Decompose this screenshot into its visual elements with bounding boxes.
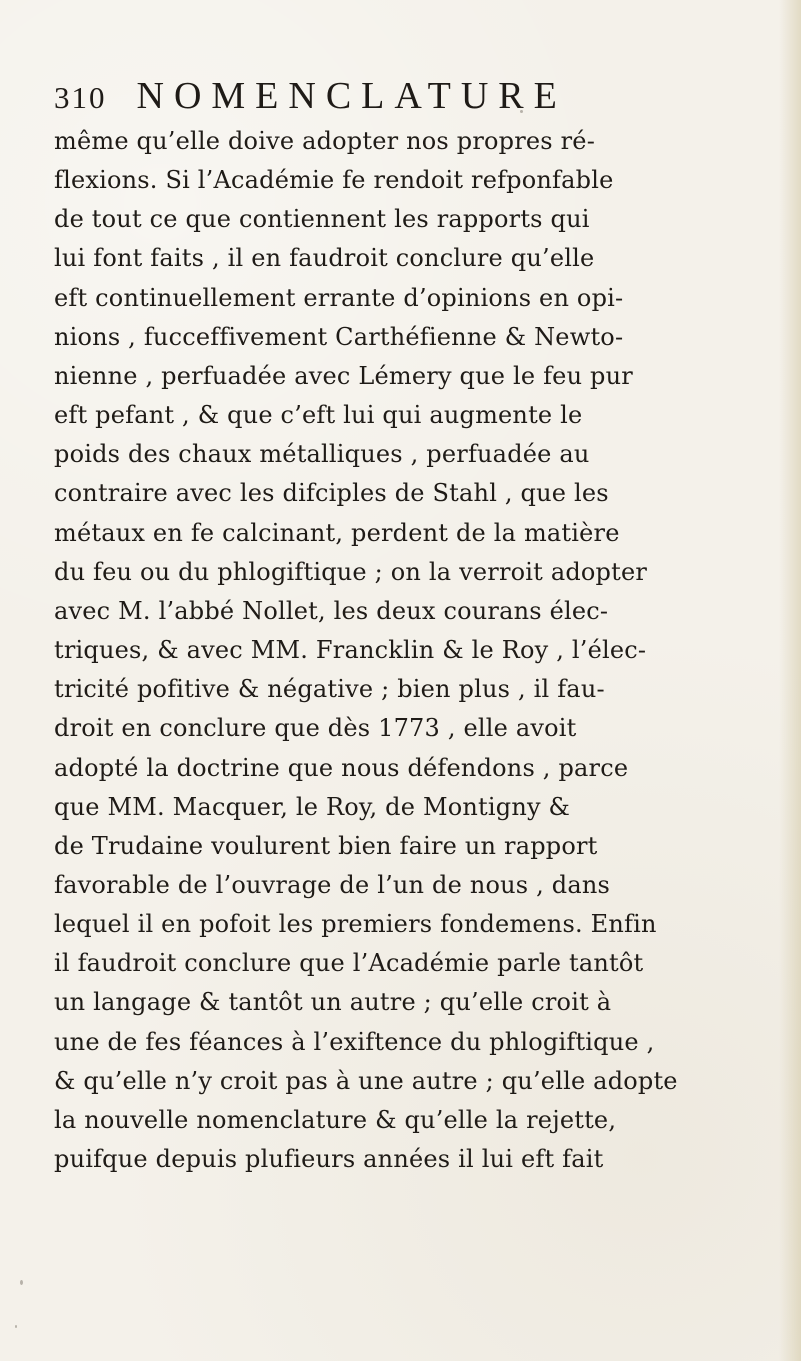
- body-text: [54, 122, 766, 1179]
- text-line-22: il faudroit conclure que l’Académie parle tantôt: [54, 949, 644, 978]
- page-header: [54, 74, 567, 118]
- text-line-9: poids des chaux métalliques , perfuadée au: [54, 440, 590, 469]
- text-line-3: de tout ce que contiennent les rapports qui: [54, 205, 590, 234]
- text-line-6: nions , fucceffivement Carthéfienne & Newto-: [54, 322, 624, 351]
- text-line-21: lequel il en pofoit les premiers fondemens. Enfin: [54, 910, 657, 939]
- text-line-13: avec M. l’abbé Nollet, les deux courans élec-: [54, 596, 609, 625]
- paper-speck: [520, 110, 523, 113]
- text-line-4: lui font faits , il en faudroit conclure qu’elle: [54, 244, 595, 273]
- page-number: 310: [54, 80, 107, 115]
- text-line-20: favorable de l’ouvrage de l’un de nous , dans: [54, 870, 611, 899]
- text-line-15: tricité pofitive & négative ; bien plus , il fau-: [54, 675, 605, 704]
- text-line-10: contraire avec les difciples de Stahl , que les: [54, 479, 609, 508]
- paper-speck: [15, 1325, 17, 1328]
- running-title: NOMENCLATURE: [136, 75, 567, 117]
- text-line-7: nienne , perfuadée avec Lémery que le feu pur: [54, 361, 633, 390]
- paper-speck: [20, 1280, 23, 1285]
- text-line-11: métaux en fe calcinant, perdent de la matière: [54, 518, 620, 547]
- text-line-12: du feu ou du phlogiftique ; on la verroit adopter: [54, 557, 648, 586]
- text-line-8: eft pefant , & que c’eft lui qui augmente le: [54, 401, 583, 430]
- page-edge-shadow: [779, 0, 801, 1361]
- text-line-18: que MM. Macquer, le Roy, de Montigny &: [54, 792, 571, 821]
- text-line-5: eft continuellement errante d’opinions en opi-: [54, 283, 624, 312]
- text-line-26: la nouvelle nomenclature & qu’elle la rejette,: [54, 1105, 617, 1134]
- text-line-17: adopté la doctrine que nous défendons , parce: [54, 753, 629, 782]
- text-line-27: puifque depuis plufieurs années il lui eft fait: [54, 1145, 604, 1174]
- text-line-2: flexions. Si l’Académie fe rendoit refponfable: [54, 166, 614, 195]
- text-line-25: & qu’elle n’y croit pas à une autre ; qu’elle adopte: [54, 1066, 678, 1095]
- text-line-19: de Trudaine voulurent bien faire un rapport: [54, 831, 598, 860]
- text-line-24: une de fes féances à l’exiftence du phlogiftique ,: [54, 1027, 655, 1056]
- text-line-14: triques, & avec MM. Francklin & le Roy , l’élec-: [54, 636, 647, 665]
- text-line-1: même qu’elle doive adopter nos propres ré-: [54, 127, 596, 155]
- text-line-23: un langage & tantôt un autre ; qu’elle croit à: [54, 988, 612, 1017]
- text-line-16: droit en conclure que dès 1773 , elle avoit: [54, 714, 577, 743]
